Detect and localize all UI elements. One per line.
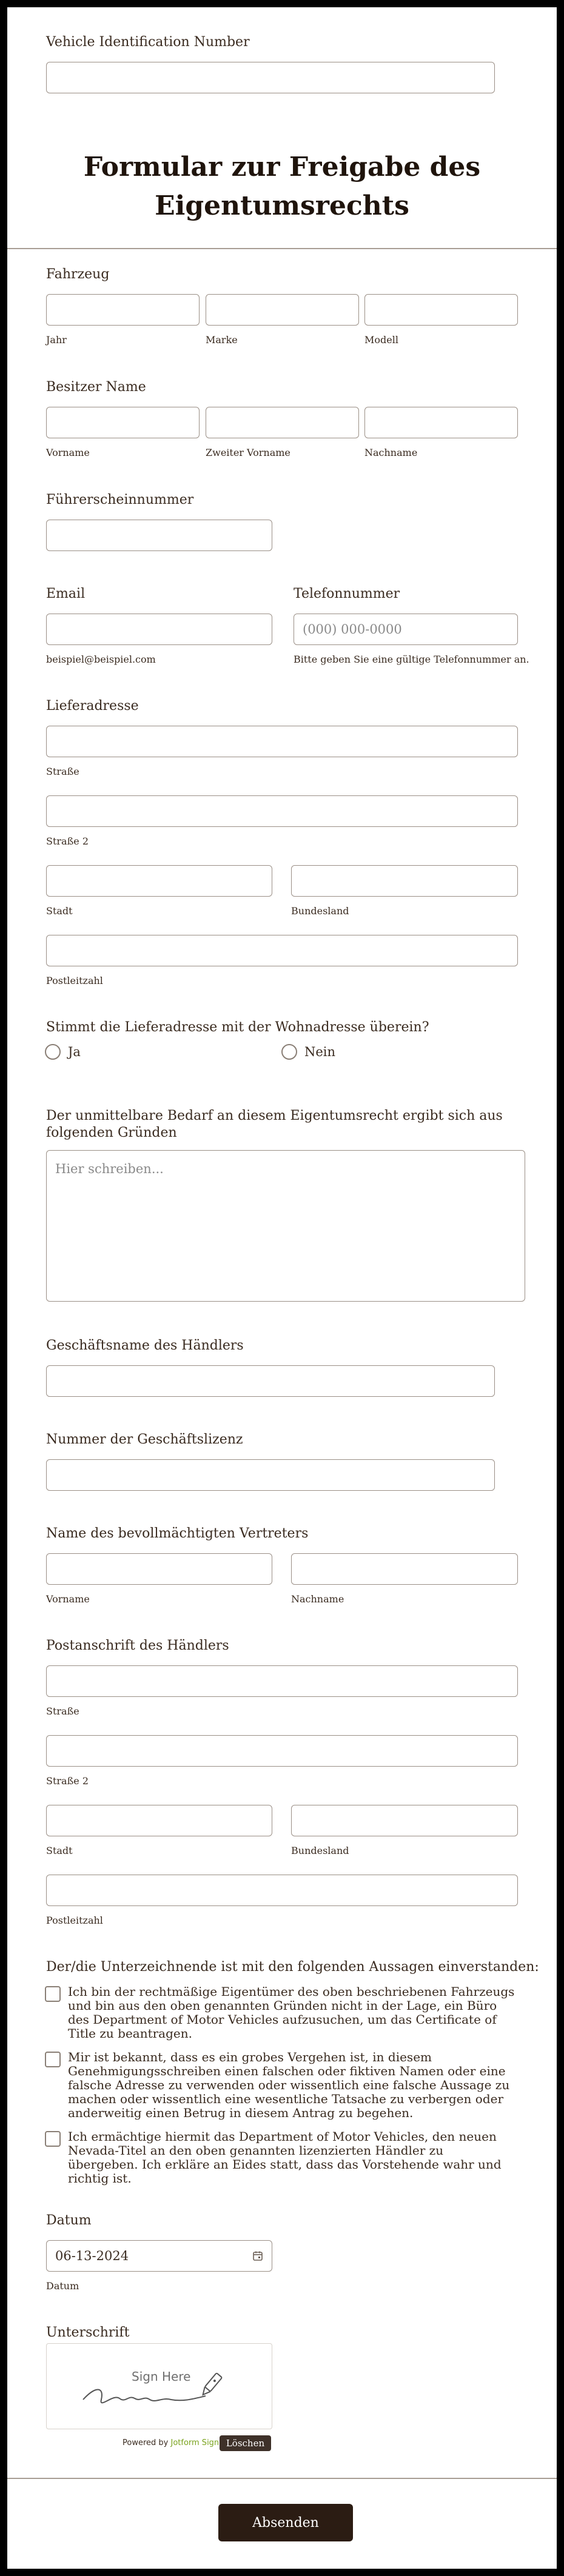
owner-last-sublabel: Nachname xyxy=(364,447,418,458)
agreement-checkbox-2[interactable] xyxy=(45,2052,61,2067)
clear-signature-button[interactable]: Löschen xyxy=(220,2435,271,2451)
email-label: Email xyxy=(46,586,86,601)
reason-placeholder: Hier schreiben... xyxy=(55,1162,164,1176)
vin-label: Vehicle Identification Number xyxy=(46,35,250,50)
same-address-yes-label: Ja xyxy=(68,1045,81,1059)
date-sublabel: Datum xyxy=(46,2280,79,2292)
date-label: Datum xyxy=(46,2213,92,2228)
signature-label: Unterschrift xyxy=(46,2325,130,2340)
delivery-zip-sublabel: Postleitzahl xyxy=(46,975,103,986)
email-hint: beispiel@beispiel.com xyxy=(46,654,156,665)
delivery-street2-input[interactable] xyxy=(46,795,518,827)
dealer-zip-sublabel: Postleitzahl xyxy=(46,1915,103,1926)
dealer-license-label: Nummer der Geschäftslizenz xyxy=(46,1432,243,1447)
sign-here-text: Sign Here xyxy=(132,2369,191,2384)
dealer-name-label: Geschäftsname des Händlers xyxy=(46,1338,244,1353)
delivery-street-input[interactable] xyxy=(46,726,518,757)
vehicle-model-sublabel: Modell xyxy=(364,334,398,346)
signature-pad[interactable] xyxy=(46,2343,272,2429)
delivery-street-sublabel: Straße xyxy=(46,766,79,777)
reason-textarea[interactable] xyxy=(46,1150,525,1302)
vehicle-make-input[interactable] xyxy=(206,294,359,326)
representative-first-sublabel: Vorname xyxy=(46,1593,90,1605)
delivery-address-label: Lieferadresse xyxy=(46,698,139,714)
owner-middle-sublabel: Zweiter Vorname xyxy=(206,447,290,458)
agreement-text-1: Ich bin der rechtmäßige Eigentümer des oben beschriebenen Fahrzeugs und bin aus den oben genannten Gründen nicht in der Lage, ein Büro des Department of Motor Vehicles aufzusuchen, um das Certificate of Title zu beantragen. xyxy=(68,1984,515,2041)
delivery-city-sublabel: Stadt xyxy=(46,905,73,917)
vehicle-make-sublabel: Marke xyxy=(206,334,238,346)
agreement-intro: Der/die Unterzeichnende ist mit den folgenden Aussagen einverstanden: xyxy=(46,1959,539,1975)
powered-prefix: Powered by xyxy=(123,2438,171,2447)
representative-last-sublabel: Nachname xyxy=(291,1593,344,1605)
dealer-license-input[interactable] xyxy=(46,1459,495,1491)
dealer-state-input[interactable] xyxy=(291,1805,518,1836)
dealer-city-sublabel: Stadt xyxy=(46,1845,73,1856)
delivery-state-sublabel: Bundesland xyxy=(291,905,349,917)
form-card xyxy=(7,7,557,2569)
phone-placeholder: (000) 000-0000 xyxy=(303,622,402,637)
signature-scribble-icon xyxy=(71,2362,253,2417)
agreement-text-3: Ich ermächtige hiermit das Department of Motor Vehicles, den neuen Nevada-Titel an den oben genannten lizenzierten Händler zu übergeben. Ich erkläre an Eides statt, dass das Vorstehende wahr und richtig ist. xyxy=(68,2129,502,2186)
agreement-checkbox-1[interactable] xyxy=(45,1986,61,2002)
same-address-no-label: Nein xyxy=(304,1045,336,1059)
license-input[interactable] xyxy=(46,520,272,551)
dealer-city-input[interactable] xyxy=(46,1805,272,1836)
dealer-address-label: Postanschrift des Händlers xyxy=(46,1638,229,1653)
powered-brand: Jotform Sign xyxy=(170,2438,220,2447)
vehicle-year-input[interactable] xyxy=(46,294,200,326)
owner-first-sublabel: Vorname xyxy=(46,447,90,458)
phone-hint: Bitte geben Sie eine gültige Telefonnummer an. xyxy=(294,654,529,665)
same-address-no-radio[interactable] xyxy=(281,1044,297,1060)
phone-label: Telefonnummer xyxy=(294,586,400,601)
vehicle-year-sublabel: Jahr xyxy=(46,334,67,346)
vin-input[interactable] xyxy=(46,62,495,93)
submit-button[interactable]: Absenden xyxy=(218,2504,353,2541)
dealer-street-input[interactable] xyxy=(46,1665,518,1697)
agreement-checkbox-3[interactable] xyxy=(45,2131,61,2147)
vehicle-model-input[interactable] xyxy=(364,294,518,326)
same-address-yes-radio[interactable] xyxy=(45,1044,61,1060)
representative-label: Name des bevollmächtigten Vertreters xyxy=(46,1526,309,1541)
owner-first-name-input[interactable] xyxy=(46,407,200,438)
form-title: Formular zur Freigabe des Eigentumsrechts xyxy=(83,152,481,221)
vehicle-label: Fahrzeug xyxy=(46,267,110,282)
email-input[interactable] xyxy=(46,614,272,645)
delivery-street2-sublabel: Straße 2 xyxy=(46,835,89,847)
dealer-street-sublabel: Straße xyxy=(46,1705,79,1717)
phone-input[interactable] xyxy=(294,614,518,645)
representative-last-input[interactable] xyxy=(291,1553,518,1585)
dealer-street2-input[interactable] xyxy=(46,1735,518,1767)
calendar-icon[interactable] xyxy=(252,2250,263,2261)
representative-first-input[interactable] xyxy=(46,1553,272,1585)
date-value: 06-13-2024 xyxy=(55,2249,129,2263)
owner-middle-name-input[interactable] xyxy=(206,407,359,438)
dealer-name-input[interactable] xyxy=(46,1365,495,1397)
date-input[interactable] xyxy=(46,2240,272,2272)
powered-by xyxy=(123,2438,219,2447)
owner-last-name-input[interactable] xyxy=(364,407,518,438)
agreement-text-2: Mir ist bekannt, dass es ein grobes Vergehen ist, in diesem Genehmigungsschreiben einen falschen oder fiktiven Namen oder eine falsche Adresse zu verwenden oder wissentlich eine falsche Aussage zu machen oder wissentlich eine wesentliche Tatsache zu verbergen oder anderweitig einen Betrug in diesem Antrag zu begehen. xyxy=(68,2050,510,2120)
footer-divider xyxy=(7,2478,557,2479)
owner-name-label: Besitzer Name xyxy=(46,380,146,395)
reason-label: Der unmittelbare Bedarf an diesem Eigentumsrecht ergibt sich aus folgenden Gründen xyxy=(46,1108,503,1140)
dealer-street2-sublabel: Straße 2 xyxy=(46,1775,89,1787)
delivery-state-input[interactable] xyxy=(291,865,518,897)
license-label: Führerscheinnummer xyxy=(46,492,194,507)
dealer-zip-input[interactable] xyxy=(46,1875,518,1906)
same-address-question: Stimmt die Lieferadresse mit der Wohnadresse überein? xyxy=(46,1020,429,1035)
dealer-state-sublabel: Bundesland xyxy=(291,1845,349,1856)
delivery-city-input[interactable] xyxy=(46,865,272,897)
delivery-zip-input[interactable] xyxy=(46,935,518,966)
title-divider xyxy=(7,248,557,249)
